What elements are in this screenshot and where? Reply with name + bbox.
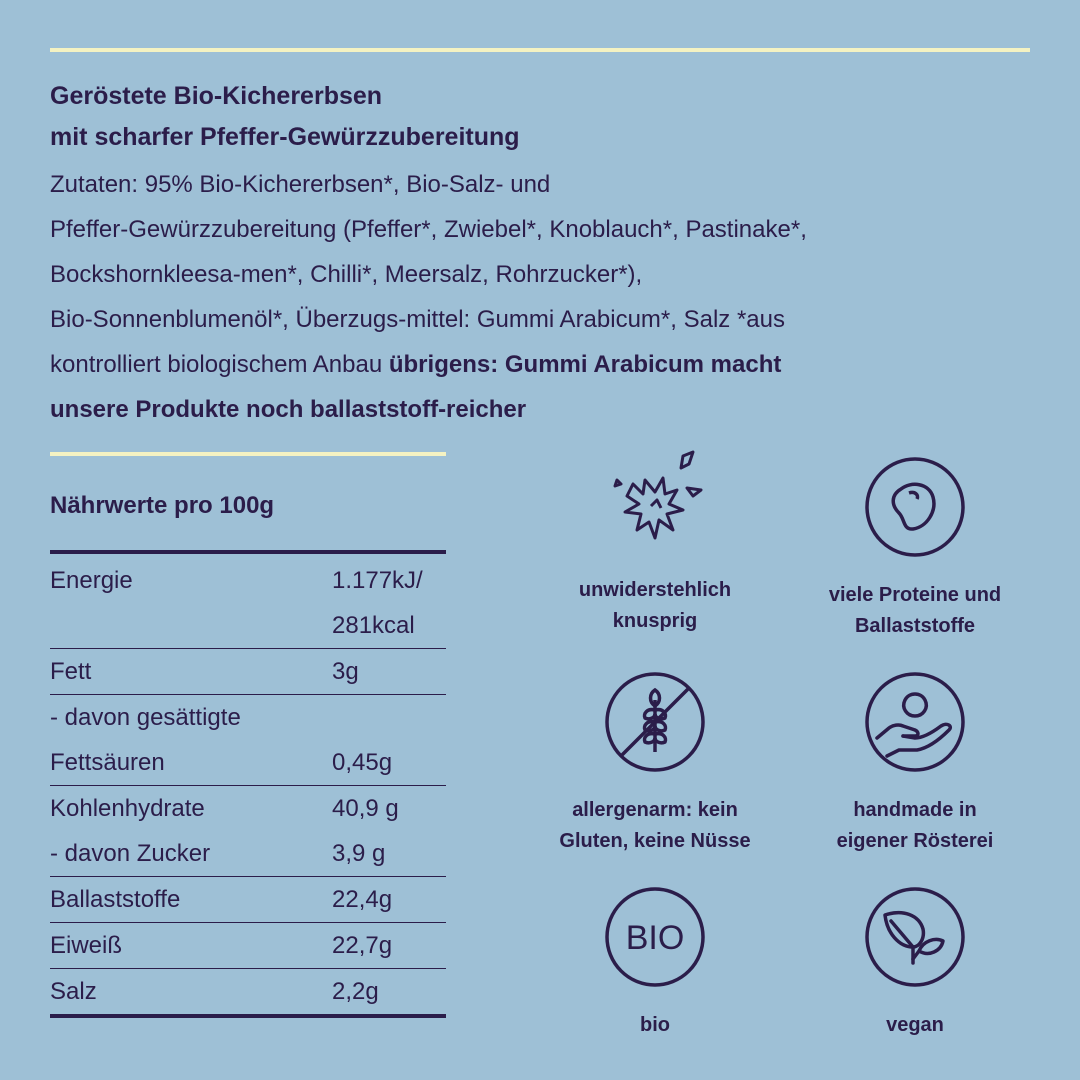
nutrient-name: - davon Zucker [50, 840, 211, 867]
feature-label-line2: Ballaststoffe [854, 615, 976, 637]
feature-label [795, 795, 1035, 857]
feature-handmade [795, 670, 1035, 857]
feature-label-line1: allergenarm: kein [572, 799, 738, 821]
table-row [50, 695, 446, 786]
table-row [50, 969, 446, 1014]
feature-label-line1: handmade in [853, 799, 977, 821]
feature-bio [535, 885, 775, 1041]
feature-label-line1: bio [640, 1014, 670, 1036]
feature-label-line2: Gluten, keine Nüsse [559, 830, 751, 852]
bio-badge-text: BIO [625, 919, 685, 957]
nutrient-value: 3,9 g [332, 840, 386, 867]
ingredients-line6-bold: unsere Produkte noch ballaststoff-reicher [50, 396, 527, 423]
ingredients-line4: Bio-Sonnenblumenöl*, Überzugs-mittel: Gummi Arabicum*, Salz *aus [50, 306, 785, 333]
nutrient-value: 22,7g [332, 932, 393, 959]
ingredients-line2: Pfeffer-Gewürzzubereitung (Pfeffer*, Zwiebel*, Knoblauch*, Pastinake*, [50, 216, 807, 243]
ingredients-line5-plain: kontrolliert biologischem Anbau [50, 351, 389, 378]
ingredients-line5-bold: übrigens: Gummi Arabicum macht [388, 351, 782, 378]
ingredients-line6 [50, 387, 1030, 432]
nutrient-name: Eiweiß [50, 932, 123, 959]
feature-label-line1: viele Proteine und [828, 584, 1002, 606]
nutrition-divider [50, 452, 446, 456]
no-gluten-icon [603, 670, 707, 774]
ingredients-line3: Bockshornkleesa-men*, Chilli*, Meersalz, Rohrzucker*), [50, 261, 643, 288]
bio-badge-icon [603, 885, 707, 989]
table-row [50, 554, 446, 649]
nutrient-value: 40,9 g [332, 795, 399, 822]
table-row [50, 649, 446, 695]
nutrient-name: Energie [50, 567, 133, 594]
crunch-burst-icon [603, 450, 707, 554]
nutrient-name: Fett [50, 658, 92, 685]
feature-crunchy [535, 450, 775, 637]
product-title [50, 76, 1030, 158]
nutrient-name: Kohlenhydrate [50, 795, 205, 822]
product-title-line2: mit scharfer Pfeffer-Gewürzzubereitung [50, 123, 520, 151]
feature-label-line1: vegan [886, 1014, 944, 1036]
table-row [50, 786, 446, 831]
nutrient-value-spacer [332, 695, 446, 740]
feature-label-line2: knusprig [612, 610, 698, 632]
feature-label-line2: eigener Rösterei [836, 830, 994, 852]
nutrient-value: 22,4g [332, 886, 393, 913]
chickpea-circle-icon [863, 455, 967, 559]
feature-label [795, 580, 1035, 642]
nutrient-name-cont: Fettsäuren [50, 749, 165, 776]
hand-chickpea-icon [863, 670, 967, 774]
feature-label [795, 1010, 1035, 1041]
feature-vegan [795, 885, 1035, 1041]
feature-label [535, 575, 775, 637]
nutrient-value-cont: 281kcal [332, 612, 415, 639]
ingredients-line5 [50, 342, 1030, 387]
product-title-line1: Geröstete Bio-Kichererbsen [50, 82, 383, 110]
feature-label [535, 1010, 775, 1041]
nutrition-table [50, 550, 446, 1018]
ingredients-line1: Zutaten: 95% Bio-Kichererbsen*, Bio-Salz- und [50, 171, 551, 198]
table-row [50, 923, 446, 969]
nutrient-value: 1.177kJ/ [332, 567, 423, 594]
nutrient-value: 0,45g [332, 749, 393, 776]
nutrition-title: Nährwerte pro 100g [50, 492, 275, 519]
feature-label [535, 795, 775, 857]
feature-label-line1: unwiderstehlich [578, 579, 732, 601]
feature-proteins [795, 455, 1035, 642]
feature-allergen-free [535, 670, 775, 857]
nutrient-value: 3g [332, 658, 359, 685]
table-row [50, 831, 446, 877]
nutrient-name: Ballaststoffe [50, 886, 181, 913]
nutrient-value: 2,2g [332, 978, 379, 1005]
ingredients-text [50, 162, 1030, 432]
table-row [50, 877, 446, 923]
top-divider [50, 48, 1030, 52]
nutrient-name: - davon gesättigte [50, 704, 241, 731]
nutrient-name-cont [50, 603, 332, 648]
vegan-leaf-icon [863, 885, 967, 989]
nutrient-name: Salz [50, 978, 97, 1005]
